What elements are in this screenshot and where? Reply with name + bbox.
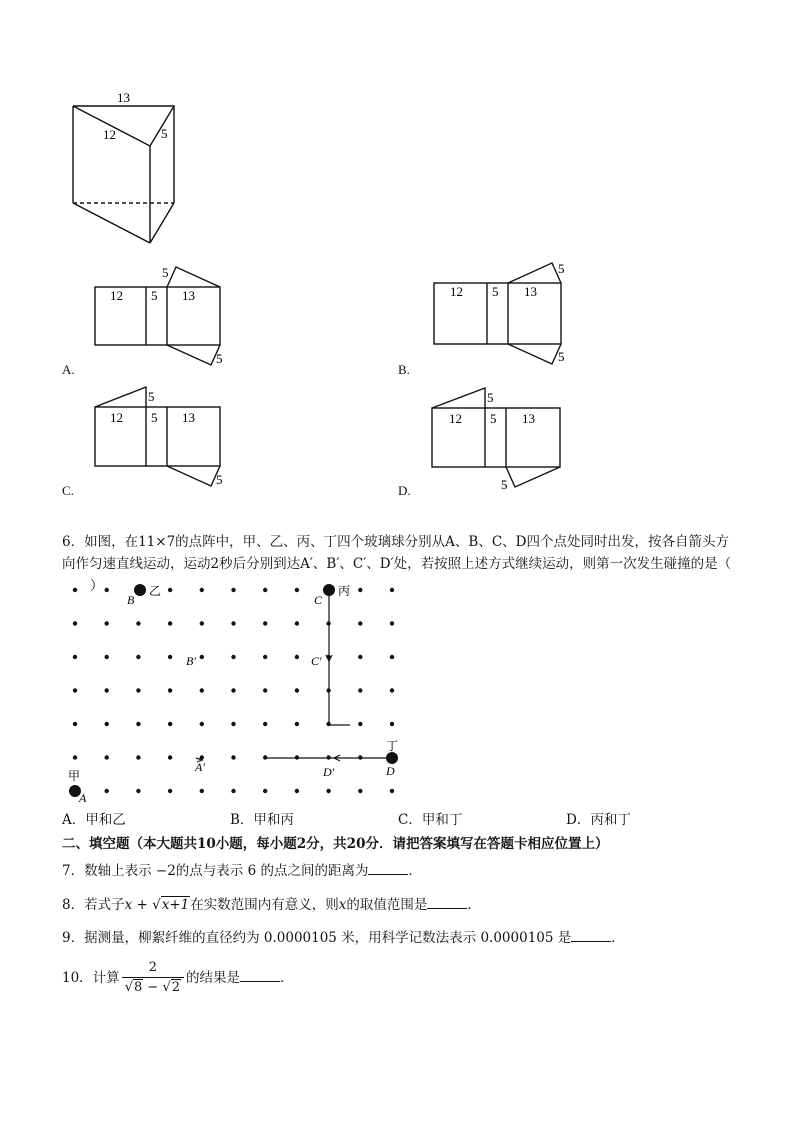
svg-text:C: C <box>314 593 323 607</box>
ball-bing <box>323 584 335 596</box>
q6-choice-d: D．丙和丁 <box>566 812 631 828</box>
svg-text:C′: C′ <box>311 654 322 668</box>
ball-yi <box>134 584 146 596</box>
q8: 8．若式子x + √x+1在实数范围内有意义，则x的取值范围是 ． <box>62 894 481 916</box>
grid-dot <box>168 688 172 692</box>
grid-dot <box>231 621 235 625</box>
grid-dot <box>168 588 172 592</box>
grid-dot <box>390 621 394 625</box>
grid-dot <box>105 588 109 592</box>
svg-text:5: 5 <box>216 351 223 366</box>
grid-dot <box>200 688 204 692</box>
grid-dot <box>231 722 235 726</box>
grid-dot <box>358 621 362 625</box>
grid-dot <box>105 789 109 793</box>
grid-dot <box>358 588 362 592</box>
svg-text:D′: D′ <box>323 765 335 779</box>
grid-dot <box>390 688 394 692</box>
grid-dot <box>263 688 267 692</box>
grid-dot <box>136 655 140 659</box>
grid-dot <box>168 755 172 759</box>
grid-dot <box>295 722 299 726</box>
svg-text:D: D <box>386 764 395 778</box>
svg-text:12: 12 <box>110 288 123 303</box>
svg-text:13: 13 <box>182 288 195 303</box>
svg-text:B′: B′ <box>186 654 196 668</box>
grid-dot <box>73 755 77 759</box>
grid-dot <box>136 621 140 625</box>
svg-text:13: 13 <box>182 410 195 425</box>
svg-text:乙: 乙 <box>149 584 162 598</box>
svg-text:甲: 甲 <box>68 769 81 783</box>
svg-text:5: 5 <box>162 265 169 280</box>
grid-dot <box>200 588 204 592</box>
svg-text:5: 5 <box>490 411 497 426</box>
option-d-label: D. <box>398 483 411 498</box>
grid-dot <box>168 722 172 726</box>
q6-choice-a: A．甲和乙 <box>62 812 126 828</box>
svg-text:丙: 丙 <box>338 584 351 598</box>
q6-choice-b: B．甲和丙 <box>230 812 294 828</box>
grid-dot <box>105 722 109 726</box>
grid-dot <box>168 621 172 625</box>
grid-dot <box>200 789 204 793</box>
grid-dot <box>263 655 267 659</box>
grid-dot <box>231 688 235 692</box>
option-b-label: B. <box>398 362 410 377</box>
grid-dot <box>231 755 235 759</box>
option-c-label: C. <box>62 483 74 498</box>
grid-dot <box>358 655 362 659</box>
grid-dot <box>73 588 77 592</box>
grid-dot <box>263 722 267 726</box>
grid-dot <box>73 655 77 659</box>
grid-dot <box>358 688 362 692</box>
q6-choice-c: C．甲和丁 <box>398 812 463 828</box>
q10: 10．计算 $\frac{2}{√8 - √2}$ 的结果是 ． <box>62 960 294 995</box>
svg-text:B: B <box>127 593 135 607</box>
svg-text:5: 5 <box>216 472 223 487</box>
grid-dot <box>105 688 109 692</box>
grid-dot <box>73 722 77 726</box>
svg-text:5: 5 <box>558 349 565 364</box>
grid-dot <box>73 621 77 625</box>
svg-text:5: 5 <box>492 284 499 299</box>
grid-dot <box>326 789 330 793</box>
grid-dot <box>136 722 140 726</box>
svg-text:5: 5 <box>558 261 565 276</box>
grid-dot <box>105 755 109 759</box>
grid-dot <box>231 588 235 592</box>
grid-dot <box>358 722 362 726</box>
section-2-heading: 二、填空题（本大题共10小题，每小题2分，共20分．请把答案填写在答题卡相应位置上） <box>62 836 609 852</box>
grid-dot <box>390 655 394 659</box>
grid-dot <box>168 655 172 659</box>
svg-text:5: 5 <box>501 477 508 492</box>
ball-ding <box>386 752 398 764</box>
q7: 7．数轴上表示 −2的点与表示 6 的点之间的距离为 ． <box>62 860 422 882</box>
grid-dot <box>263 621 267 625</box>
svg-text:12: 12 <box>110 410 123 425</box>
grid-dot <box>295 621 299 625</box>
svg-text:丁: 丁 <box>386 739 399 753</box>
grid-dot <box>200 621 204 625</box>
prism-label-5: 5 <box>161 126 168 141</box>
grid-dot <box>263 789 267 793</box>
svg-text:A′: A′ <box>195 760 205 774</box>
q6-question: 6．如图，在11×7的点阵中，甲、乙、丙、丁四个玻璃球分别从A、B、C、D四个点处同时出发，按各自箭头方向作匀速直线运动，运动2秒后分别到达A′、B′、C′、D′处，若按照上述方式继续运动，则第一次发生碰撞的是（） <box>62 534 732 594</box>
q9: 9．据测量，柳絮纤维的直径约为 0.0000105 米，用科学记数法表示 0.0000105 是 ． <box>62 927 625 949</box>
grid-dot <box>136 789 140 793</box>
svg-text:5: 5 <box>151 288 158 303</box>
svg-text:12: 12 <box>449 411 462 426</box>
grid-dot <box>136 755 140 759</box>
option-a-label: A. <box>62 362 75 377</box>
grid-dot <box>73 688 77 692</box>
grid-dot <box>295 789 299 793</box>
grid-dot <box>263 588 267 592</box>
grid-dot <box>295 655 299 659</box>
grid-dot <box>200 655 204 659</box>
prism-label-12: 12 <box>103 127 116 142</box>
grid-dot <box>295 688 299 692</box>
grid-dot <box>390 789 394 793</box>
grid-dot <box>168 789 172 793</box>
grid-dot <box>295 588 299 592</box>
svg-text:13: 13 <box>524 284 537 299</box>
grid-dot <box>105 621 109 625</box>
grid-dot <box>358 789 362 793</box>
grid-dot <box>390 588 394 592</box>
grid-dot <box>200 722 204 726</box>
svg-text:12: 12 <box>450 284 463 299</box>
svg-text:A: A <box>79 791 87 805</box>
svg-text:5: 5 <box>487 390 494 405</box>
grid-dot <box>390 722 394 726</box>
prism-label-13: 13 <box>117 90 130 105</box>
grid-dot <box>136 688 140 692</box>
grid-dot <box>231 655 235 659</box>
grid-dot <box>105 655 109 659</box>
svg-text:5: 5 <box>148 389 155 404</box>
svg-text:13: 13 <box>522 411 535 426</box>
svg-text:5: 5 <box>151 410 158 425</box>
grid-dot <box>231 789 235 793</box>
